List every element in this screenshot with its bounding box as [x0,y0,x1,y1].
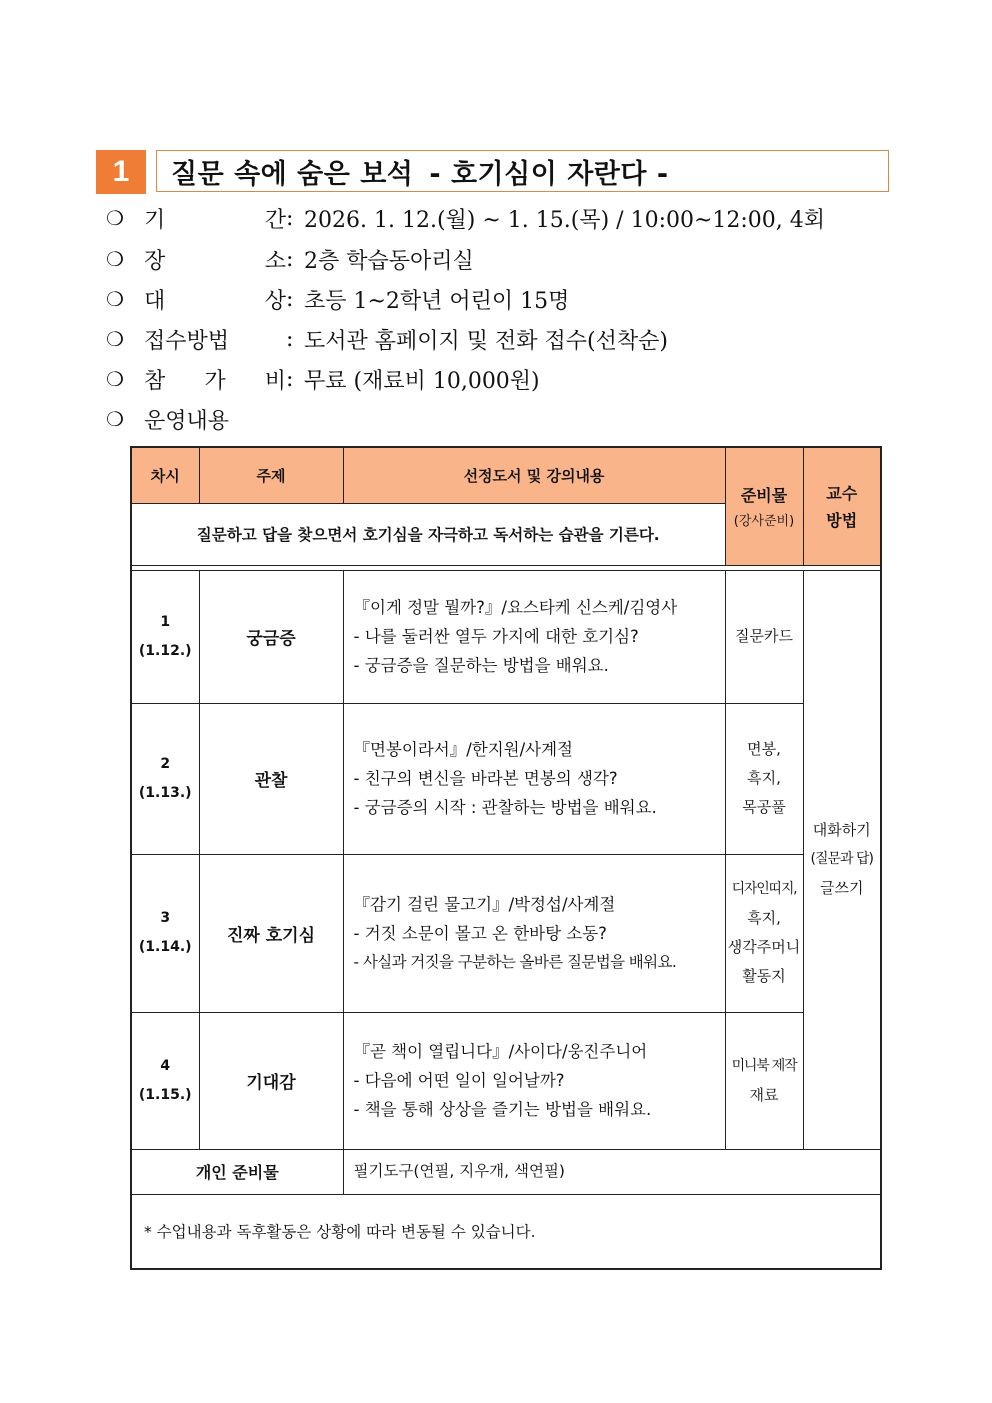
topic-cell: 궁금증 [199,570,343,703]
table-row [131,570,881,703]
session-number: 2 [160,755,171,772]
session-date: (1.14.) [138,939,192,955]
summary-cell: 질문하고 답을 찾으면서 호기심을 자극하고 독서하는 습관을 기른다. [131,503,725,565]
info-label-part: 참 [144,368,166,394]
bullet-icon: ❍ [106,247,124,271]
section-title: 질문 속에 숨은 보석 [171,158,414,190]
note-row [131,1194,881,1269]
info-label-part: 대 [144,288,166,314]
info-row [106,324,668,354]
content-line: - 궁금증을 질문하는 방법을 배워요. [353,656,609,675]
info-colon: : [286,366,294,392]
session-cell [131,703,199,854]
info-label [144,324,286,355]
method-cell [803,570,881,1149]
info-row [106,404,229,434]
prep-item: 질문카드 [735,627,793,645]
header-prep [725,447,803,565]
content-line: - 사실과 거짓을 구분하는 올바른 질문법을 배워요. [353,952,677,971]
prep-item: 흑지, [747,769,781,787]
info-row [106,203,825,233]
session-number: 1 [160,613,171,630]
content-line: - 거짓 소문이 몰고 온 한바탕 소동? [353,923,607,943]
bullet-icon: ❍ [106,407,124,431]
section-subtitle: - 호기심이 자란다 - [429,158,669,190]
info-colon: : [286,326,294,352]
schedule-table [130,446,882,1270]
prep-item: 목공풀 [742,798,786,816]
bullet-icon: ❍ [106,327,124,351]
session-date: (1.13.) [138,784,192,801]
prep-item: 재료 [749,1085,779,1104]
content-line: - 궁금증의 시작 : 관찰하는 방법을 배워요. [353,798,657,817]
book-title: 『감기 걸린 물고기』/박정섭/사계절 [353,894,616,914]
prep-cell [725,703,803,854]
prep-item: 흑지, [747,909,781,927]
book-title: 『이게 정말 뭘까?』/요스타케 신스케/김영사 [353,598,678,617]
prep-item: 디자인띠지, [731,881,797,897]
header-prep-sub: (강사준비) [733,514,795,530]
info-row [106,284,569,314]
info-label [144,244,286,275]
section-number: 1 [96,150,146,194]
session-date: (1.12.) [138,642,192,659]
session-number: 3 [160,910,171,926]
prep-item: 생각주머니 [727,938,801,956]
session-cell [131,570,199,703]
content-cell [343,854,725,1012]
header-method-1: 교수 [826,484,858,504]
info-value: 무료 (재료비 10,000원) [304,368,540,394]
session-date: (1.15.) [138,1086,192,1103]
topic-cell: 기대감 [199,1012,343,1149]
info-label-part: 장 [144,248,166,274]
info-label [144,364,286,395]
content-cell [343,1012,725,1149]
info-label-part: 소 [264,248,286,274]
info-label-part: 운영내용 [144,408,230,434]
header-method-2: 방법 [826,511,858,531]
info-colon: : [286,286,294,312]
content-line: - 다음에 어떤 일이 일어날까? [353,1071,565,1090]
session-cell [131,854,199,1012]
bullet-icon: ❍ [106,367,124,391]
prep-item: 활동지 [742,967,786,985]
header-topic: 주제 [199,447,343,503]
bullet-icon: ❍ [106,287,124,311]
table-row [131,1012,881,1149]
prep-item: 미니북 제작 [731,1057,797,1074]
content-line: - 친구의 변신을 바라본 면봉의 생각? [353,769,618,788]
book-title: 『곧 책이 열립니다』/사이다/웅진주니어 [353,1042,648,1061]
info-label [144,284,286,315]
info-label-part: 접수방법 [144,328,230,354]
section-title-row [96,150,891,194]
info-label-part: 기 [144,207,166,233]
content-cell [343,703,725,854]
info-label-part: 가 [204,368,226,394]
info-label [144,404,229,435]
info-label-part: 비 [264,368,286,394]
table-row [131,703,881,854]
info-row [106,244,474,274]
method-item: (질문과 답) [810,851,873,867]
method-item: 대화하기 [812,821,871,839]
content-line: - 책을 통해 상상을 즐기는 방법을 배워요. [353,1100,652,1119]
info-value: 초등 1~2학년 어린이 15명 [304,288,570,314]
personal-prep-row [131,1149,881,1194]
info-label-part: 간 [264,207,286,233]
prep-cell [725,854,803,1012]
header-method [803,447,881,565]
header-prep-label: 준비물 [740,486,788,506]
prep-cell [725,570,803,703]
info-row [106,364,540,394]
info-value: 도서관 홈페이지 및 전화 접수(선착순) [304,328,668,354]
info-colon: : [286,246,294,272]
table-row [131,854,881,1012]
book-title: 『면봉이라서』/한지원/사계절 [353,740,573,759]
topic-cell: 관찰 [199,703,343,854]
header-content: 선정도서 및 강의내용 [343,447,725,503]
prep-item: 면봉, [747,740,781,758]
topic-cell: 진짜 호기심 [199,854,343,1012]
content-cell [343,570,725,703]
content-line: - 나를 둘러싼 열두 가지에 대한 호기심? [353,627,639,646]
personal-prep-value: 필기도구(연필, 지우개, 색연필) [343,1149,881,1194]
session-cell [131,1012,199,1149]
note-text: * 수업내용과 독후활동은 상황에 따라 변동될 수 있습니다. [131,1194,881,1269]
info-label [144,203,286,234]
info-label-part: 상 [264,288,286,314]
info-value: 2층 학습동아리실 [304,248,474,274]
bullet-icon: ❍ [106,206,124,230]
session-number: 4 [160,1057,171,1074]
section-title-box [156,150,889,192]
method-item: 글쓰기 [820,879,864,897]
info-value: 2026. 1. 12.(월) ~ 1. 15.(목) / 10:00~12:00, 4회 [304,207,826,233]
personal-prep-label: 개인 준비물 [131,1149,343,1194]
header-session: 차시 [131,447,199,503]
prep-cell [725,1012,803,1149]
info-colon: : [286,205,294,231]
